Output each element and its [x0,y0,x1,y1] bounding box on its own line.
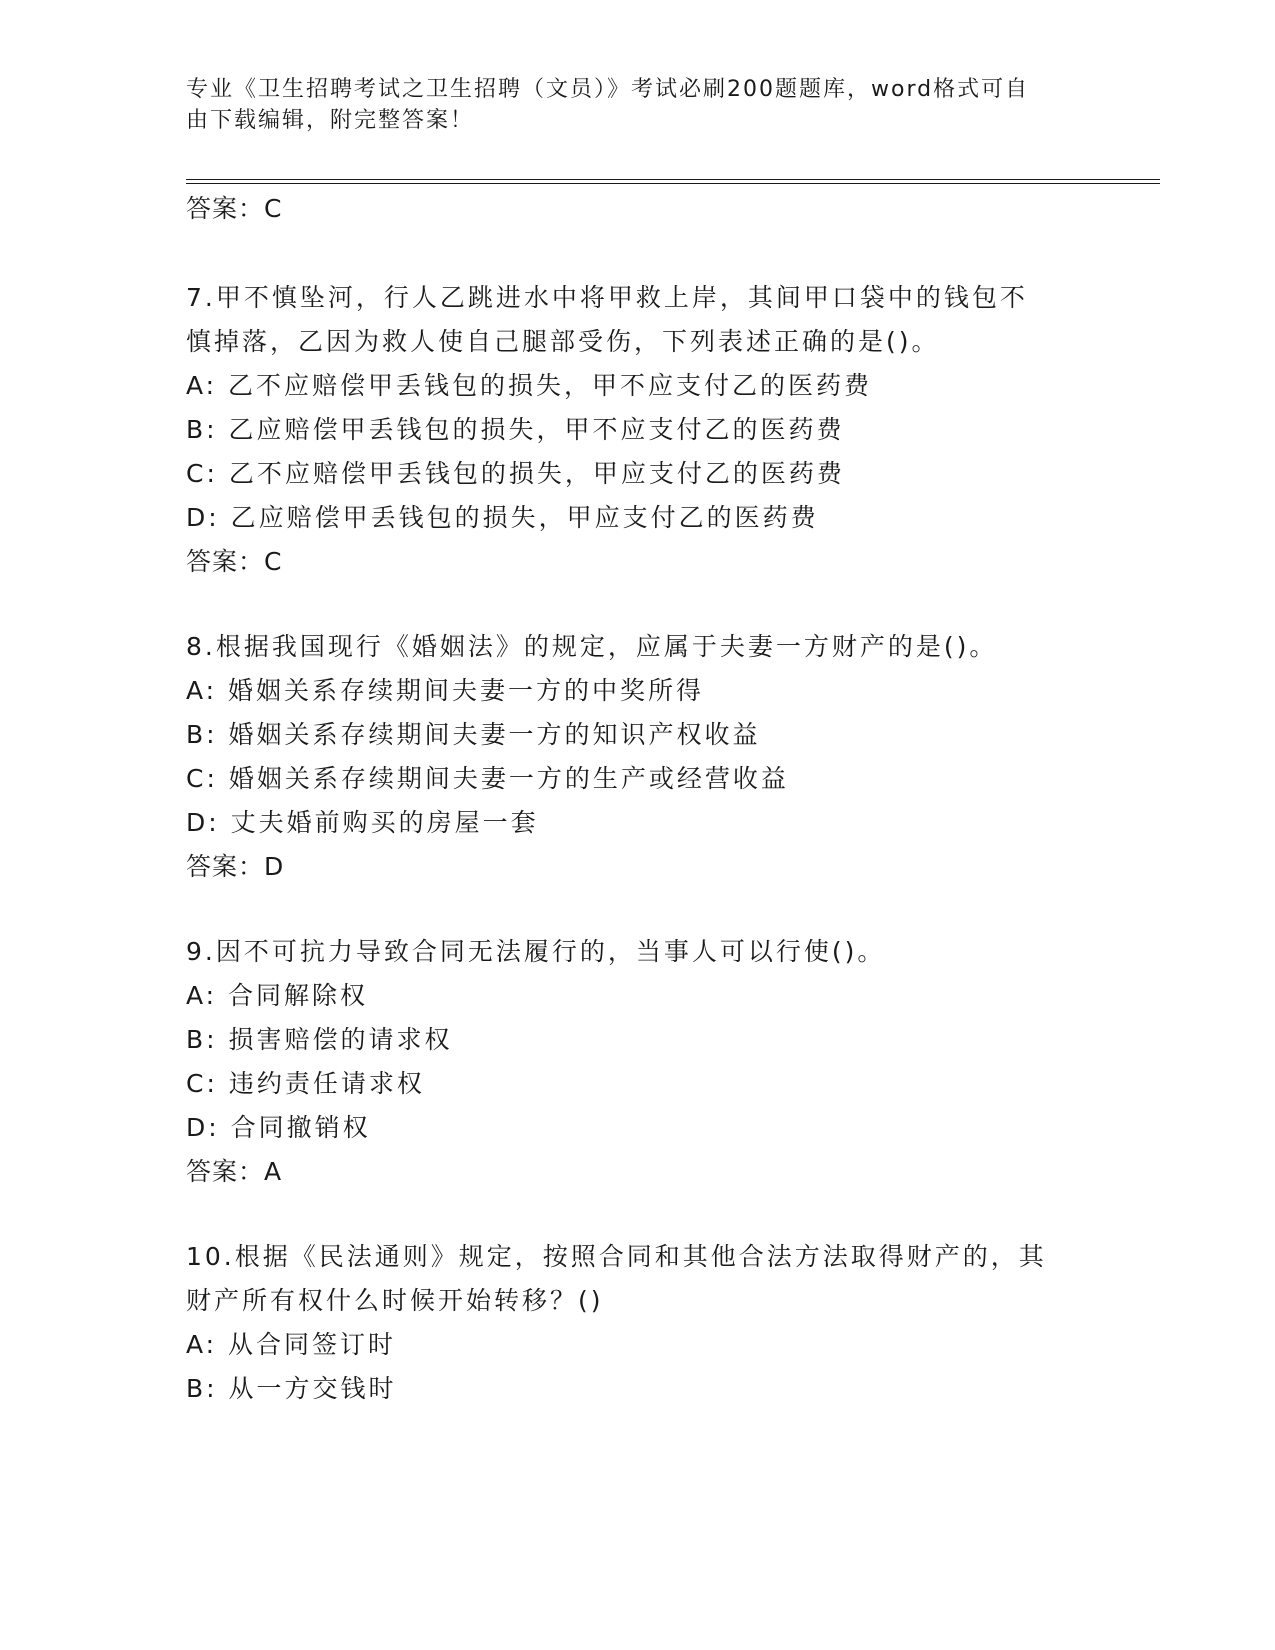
question-stem: 7.甲不慎坠河，行人乙跳进水中将甲救上岸，其间甲口袋中的钱包不 [186,283,1028,312]
option-b: B: 损害赔偿的请求权 [186,1025,453,1054]
option-d: D: 乙应赔偿甲丢钱包的损失，甲应支付乙的医药费 [186,503,819,532]
question-stem: 财产所有权什么时候开始转移？() [186,1286,604,1315]
option-b: B: 婚姻关系存续期间夫妻一方的知识产权收益 [186,720,761,749]
answer-line: 答案：D [186,852,285,881]
question-stem: 8.根据我国现行《婚姻法》的规定，应属于夫妻一方财产的是()。 [186,632,998,661]
question-stem: 9.因不可抗力导致合同无法履行的，当事人可以行使()。 [186,937,886,966]
option-a: A: 乙不应赔偿甲丢钱包的损失，甲不应支付乙的医药费 [186,371,873,400]
option-c: C: 婚姻关系存续期间夫妻一方的生产或经营收益 [186,764,789,793]
option-d: D: 丈夫婚前购买的房屋一套 [186,808,539,837]
header-line-1: 专业《卫生招聘考试之卫生招聘（文员）》考试必刷200题题库，word格式可自 [186,77,1030,102]
header-line-2: 由下载编辑，附完整答案！ [186,108,475,133]
header-rule-top [186,179,1160,180]
option-b: B: 乙应赔偿甲丢钱包的损失，甲不应支付乙的医药费 [186,415,845,444]
option-c: C: 违约责任请求权 [186,1069,425,1098]
option-a: A: 从合同签订时 [186,1330,397,1359]
option-c: C: 乙不应赔偿甲丢钱包的损失，甲应支付乙的医药费 [186,459,845,488]
header-rule-bottom [186,183,1160,184]
answer-line: 答案：A [186,1157,283,1186]
document-header [186,74,1086,136]
answer-line: 答案：C [186,194,283,223]
answer-line: 答案：C [186,547,283,576]
option-a: A: 合同解除权 [186,981,369,1010]
question-stem: 10.根据《民法通则》规定，按照合同和其他合法方法取得财产的，其 [186,1242,1047,1271]
option-a: A: 婚姻关系存续期间夫妻一方的中奖所得 [186,676,705,705]
option-b: B: 从一方交钱时 [186,1374,397,1403]
question-stem: 慎掉落，乙因为救人使自己腿部受伤，下列表述正确的是()。 [186,327,940,356]
option-d: D: 合同撤销权 [186,1113,371,1142]
